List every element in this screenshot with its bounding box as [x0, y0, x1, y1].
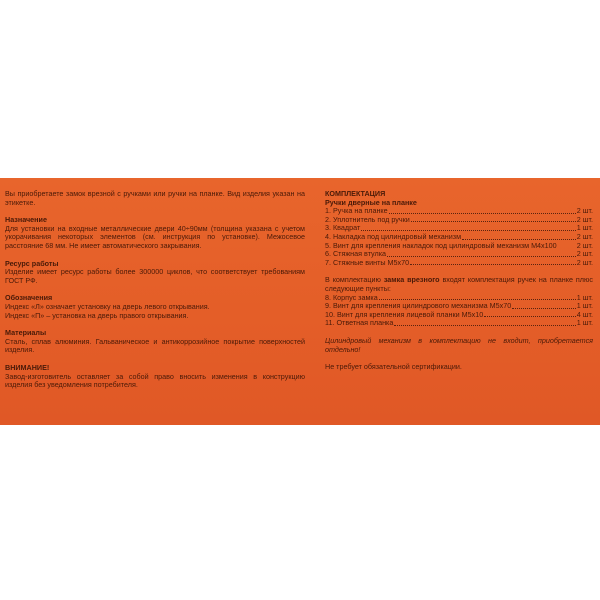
kit-heading: КОМПЛЕКТАЦИЯ: [325, 189, 386, 198]
kit-item-qty: 2 шт.: [576, 249, 593, 259]
leader-dots: [389, 213, 576, 214]
kit-item-name: 6. Стяжная втулка: [325, 249, 386, 259]
cylinder-note: Цилиндровый механизм в комплектацию не входит, приобретается отдельно!: [325, 335, 593, 354]
lock-intro-before: В комплектацию: [325, 275, 384, 285]
lock-item-qty: 1 шт.: [576, 301, 593, 311]
kit-item: [325, 259, 593, 268]
warning-text: Завод-изготовитель оставляет за собой право вносить изменения в конструкцию изделия без уведомления потребителя.: [5, 371, 305, 390]
purpose-heading: Назначение: [5, 215, 47, 225]
product-info-card: [0, 178, 600, 425]
lock-item-name: 11. Ответная планка: [325, 318, 394, 328]
kit-item-name: 2. Уплотнитель под ручки: [325, 214, 410, 224]
kit-item-qty: 2 шт.: [576, 231, 593, 241]
kit-item-name: 5. Винт для крепления накладок под цилиндровый механизм М4х100: [325, 240, 557, 250]
kit-item-name: 1. Ручка на планке: [325, 206, 388, 216]
resource-heading: Ресурс работы: [5, 258, 59, 268]
leader-dots: [484, 316, 576, 317]
right-column: [325, 190, 593, 372]
lock-intro-bold: замка врезного: [383, 275, 440, 285]
kit-item: [325, 216, 593, 225]
designations-heading: Обозначения: [5, 293, 53, 303]
kit-item-name: 4. Накладка под цилиндровый механизм: [325, 231, 462, 241]
leader-dots: [361, 230, 575, 231]
lock-item-name: 9. Винт для крепления цилиндрового механизма М5х70: [325, 301, 512, 311]
left-column: [5, 190, 305, 390]
warning-heading: ВНИМАНИЕ!: [5, 362, 50, 372]
purpose-text: Для установки на входные металлические двери 40÷90мм (толщина указана с учетом укорачивания некоторых элементов (см. инструкция по установке). Межосевое расстояние 68 мм. Не имеет автоматического закрывания.: [5, 223, 305, 250]
materials-heading: Материалы: [5, 328, 47, 338]
leader-dots: [387, 256, 576, 257]
kit-item-qty: 1 шт.: [576, 223, 593, 233]
lock-item-name: 8. Корпус замка: [325, 292, 378, 302]
lock-item: [325, 319, 593, 328]
designation-left: Индекс «Л» означает установку на дверь левого открывания.: [5, 301, 210, 311]
lock-item-qty: 1 шт.: [576, 318, 593, 328]
certification-note: Не требует обязательной сертификации.: [325, 362, 462, 372]
lock-item-qty: 1 шт.: [576, 292, 593, 302]
kit-item-qty: 2 шт.: [576, 240, 593, 250]
leader-dots: [512, 308, 576, 309]
kit-subtitle: Ручки дверные на планке: [325, 197, 417, 207]
intro-text: Вы приобретаете замок врезной с ручками или ручки на планке. Вид изделия указан на этикетке.: [5, 189, 305, 207]
leader-dots: [394, 325, 575, 326]
leader-dots: [379, 299, 576, 300]
kit-item-qty: 2 шт.: [576, 257, 593, 267]
leader-dots: [411, 221, 576, 222]
leader-dots: [462, 239, 576, 240]
lock-kit-intro: [325, 276, 593, 293]
designation-right: Индекс «П» – установка на дверь правого открывания.: [5, 310, 189, 320]
resource-text: Изделие имеет ресурс работы более 300000 циклов, что соответствует требованиям ГОСТ РФ.: [5, 267, 305, 285]
lock-item-name: 10. Винт для крепления лицевой планки М5х10: [325, 309, 484, 319]
lock-intro-after: входят комплектация ручек на планке плюс следующие пункты:: [325, 275, 593, 293]
kit-item-qty: 2 шт.: [576, 214, 593, 224]
materials-text: Сталь, сплав алюминия. Гальваническое и антикоррозийное покрытие поверхностей изделия.: [5, 336, 305, 355]
kit-item-name: 3. Квадрат: [325, 223, 361, 233]
kit-item-name: 7. Стяжные винты М5х70: [325, 257, 410, 267]
kit-item-qty: 2 шт.: [576, 206, 593, 216]
leader-dots: [410, 264, 576, 265]
lock-item-qty: 4 шт.: [576, 309, 593, 319]
